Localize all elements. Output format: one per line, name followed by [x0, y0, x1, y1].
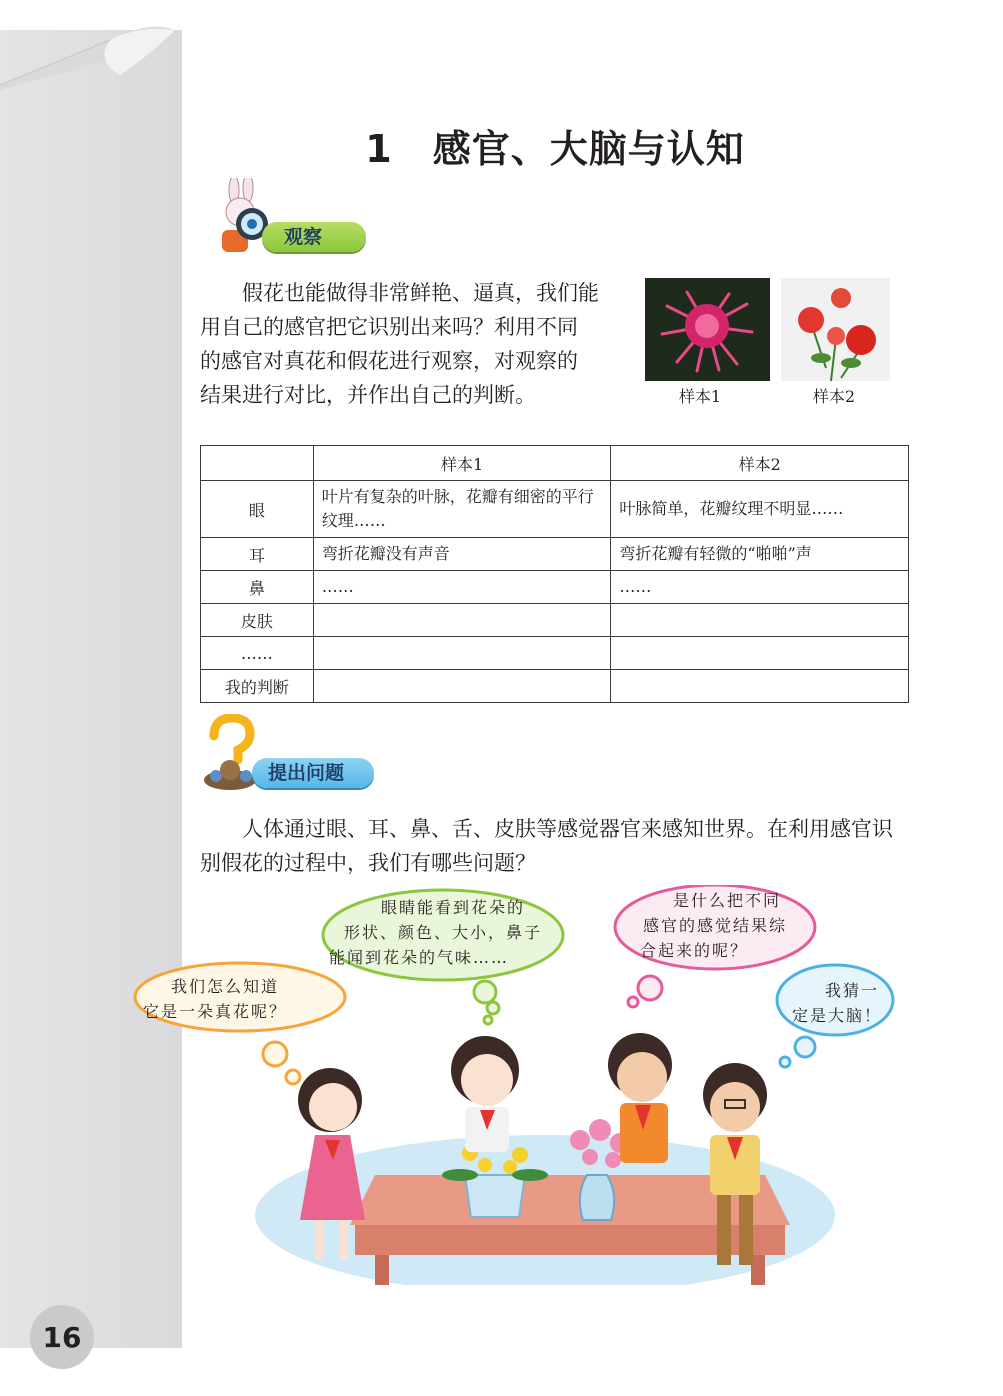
table-row-label: 耳 — [201, 538, 314, 571]
bubble-blue-line: 定是大脑！ — [791, 1006, 882, 1025]
table-cell — [611, 637, 909, 670]
table-cell: 弯折花瓣有轻微的“啪啪”声 — [611, 538, 909, 571]
observe-paragraph — [200, 276, 620, 412]
sample-2-photo — [781, 278, 890, 381]
bubble-orange-line: 它是一朵真花呢？ — [142, 1002, 287, 1021]
table-cell — [611, 670, 909, 703]
observe-line-1: 假花也能做得非常鲜艳、逼真，我们能 — [242, 281, 599, 305]
page-curl-decoration — [0, 0, 190, 110]
bubble-green-line: 眼睛能看到花朵的 — [380, 898, 525, 917]
table-cell: 叶片有复杂的叶脉，花瓣有细密的平行纹理…… — [313, 481, 611, 538]
table-row — [201, 481, 909, 538]
bubble-blue-text — [782, 978, 892, 1028]
observe-label-pill — [262, 222, 366, 252]
girl-center-figure — [451, 1036, 519, 1152]
question-line-2: 别假花的过程中，我们有哪些问题？ — [200, 851, 536, 875]
bubble-pink-line: 感官的感觉结果综 — [642, 916, 787, 935]
bubble-pink-text — [630, 888, 800, 963]
table-cell — [313, 670, 611, 703]
table-cell: 叶脉简单，花瓣纹理不明显…… — [611, 481, 909, 538]
table-cell: 弯折花瓣没有声音 — [313, 538, 611, 571]
table-cell: …… — [313, 571, 611, 604]
sample-1-photo — [645, 278, 770, 381]
question-line-1: 人体通过眼、耳、鼻、舌、皮肤等感觉器官来感知世界。在利用感官识 — [242, 817, 893, 841]
table-row-label: …… — [201, 637, 314, 670]
observe-section-header — [200, 178, 380, 258]
table-row-label: 眼 — [201, 481, 314, 538]
table-row-label: 鼻 — [201, 571, 314, 604]
table-row — [201, 538, 909, 571]
table-cell — [313, 637, 611, 670]
sample-1-caption: 样本1 — [678, 387, 722, 406]
bubble-green-line: 形状、颜色、大小，鼻子 — [343, 923, 542, 942]
lesson-title — [200, 118, 910, 173]
observe-line-3: 的感官对真花和假花进行观察，对观察的 — [200, 349, 578, 373]
table-cell — [611, 604, 909, 637]
table-row-label: 我的判断 — [201, 670, 314, 703]
bubble-orange-text — [130, 974, 300, 1024]
bubble-green-line: 能闻到花朵的气味…… — [329, 948, 510, 967]
table-cell — [313, 604, 611, 637]
bubble-orange-line: 我们怎么知道 — [170, 977, 279, 996]
bubble-pink-line: 合起来的呢？ — [640, 941, 749, 960]
table-header-sample-1: 样本1 — [313, 446, 611, 481]
observation-table — [200, 445, 909, 703]
observe-line-4: 结果进行对比，并作出自己的判断。 — [200, 383, 536, 407]
table-row — [201, 604, 909, 637]
bubble-green-text — [323, 895, 563, 970]
table-cell: …… — [611, 571, 909, 604]
page-number: 16 — [30, 1305, 94, 1369]
sample-2-caption: 样本2 — [812, 387, 856, 406]
question-section-header — [200, 714, 380, 794]
table-row — [201, 571, 909, 604]
lesson-title-text: 感官、大脑与认知 — [432, 127, 745, 171]
observe-label: 观察 — [284, 226, 323, 248]
table-row — [201, 670, 909, 703]
lesson-number: 1 — [365, 127, 393, 171]
question-label-pill — [252, 758, 374, 788]
question-label: 提出问题 — [268, 762, 345, 784]
table-header-row — [201, 446, 909, 481]
table-header-blank — [201, 446, 314, 481]
table-header-sample-2: 样本2 — [611, 446, 909, 481]
bubble-blue-line: 我猜一 — [824, 981, 879, 1000]
bubble-pink-line: 是什么把不同 — [672, 891, 781, 910]
observe-line-2: 用自己的感官把它识别出来吗？利用不同 — [200, 315, 578, 339]
question-paragraph — [200, 812, 915, 880]
table-row — [201, 637, 909, 670]
table-row-label: 皮肤 — [201, 604, 314, 637]
